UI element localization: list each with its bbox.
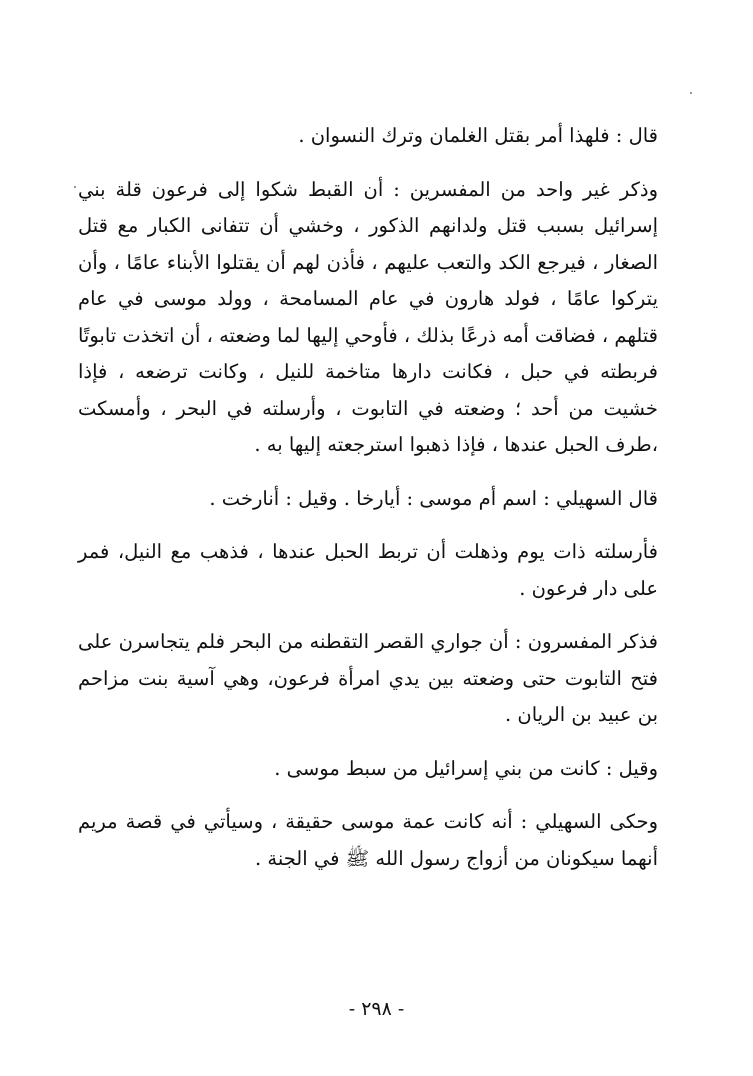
paragraph-6: وقيل : كانت من بني إسرائيل من سبط موسى . <box>274 756 658 780</box>
paragraph-7: وحكى السهيلي : أنه كانت عمة موسى حقيقة ، وسيأتي في قصة مريم أنهما سيكونان من أزواج رسول الله ﷺ في الجنة . <box>78 810 658 870</box>
paragraph-gap <box>78 517 678 534</box>
paragraph-4: فأرسلته ذات يوم وذهلت أن تربط الحبل عندها ، فذهب مع النيل، فمر على دار فرعون . <box>78 540 658 600</box>
paragraph-gap <box>78 607 678 624</box>
paragraph-2: وذكر غير واحد من المفسرين : أن القبط شكوا إلى فرعون قلة بني إسرائيل بسبب قتل ولدانهم الذكور ، وخشي أن تتفانى الكبار مع قتل الصغار ، فيرجع الكد والتعب عليهم ، فأذن لهم أن يقتلوا الأبناء عامًا ، وأن يتركوا عامًا ، فولد هارون في عام المسامحة ، وولد موسى في عام قتلهم ، فضاقت أمه ذرعًا بذلك ، فأوحي إليها لما وضعته ، أن اتخذت تابوتًا فربطته في حبل ، فكانت دارها متاخمة للنيل ، وكانت ترضعه ، فإذا خشيت من أحد ؛ وضعته في التابوت ، وأرسلته في البحر ، وأمسكت ،طرف الحبل عندها ، فإذا ذهبوا استرجعته إليها به . <box>77 177 658 456</box>
paragraph-gap <box>78 734 678 751</box>
paragraph-1: قال : فلهذا أمر بقتل الغلمان وترك النسوان . <box>298 124 658 147</box>
paragraph-gap <box>78 155 678 172</box>
paragraph-3: قال السهيلي : اسم أم موسى : أيارخا . وقيل : أنارخت . <box>209 486 658 510</box>
scan-speck <box>74 186 76 188</box>
paragraph-gap <box>78 464 678 481</box>
scan-speck <box>690 92 692 94</box>
page-number: - ٢٩٨ - <box>348 998 405 1020</box>
body-text <box>78 118 678 877</box>
paragraph-5: فذكر المفسرون : أن جواري القصر التقطنه من البحر فلم يتجاسرن على فتح التابوت حتى وضعته بين يدي امرأة فرعون، وهي آسية بنت مزاحم بن عبيد بن الريان . <box>78 630 658 726</box>
paragraph-gap <box>78 787 678 804</box>
